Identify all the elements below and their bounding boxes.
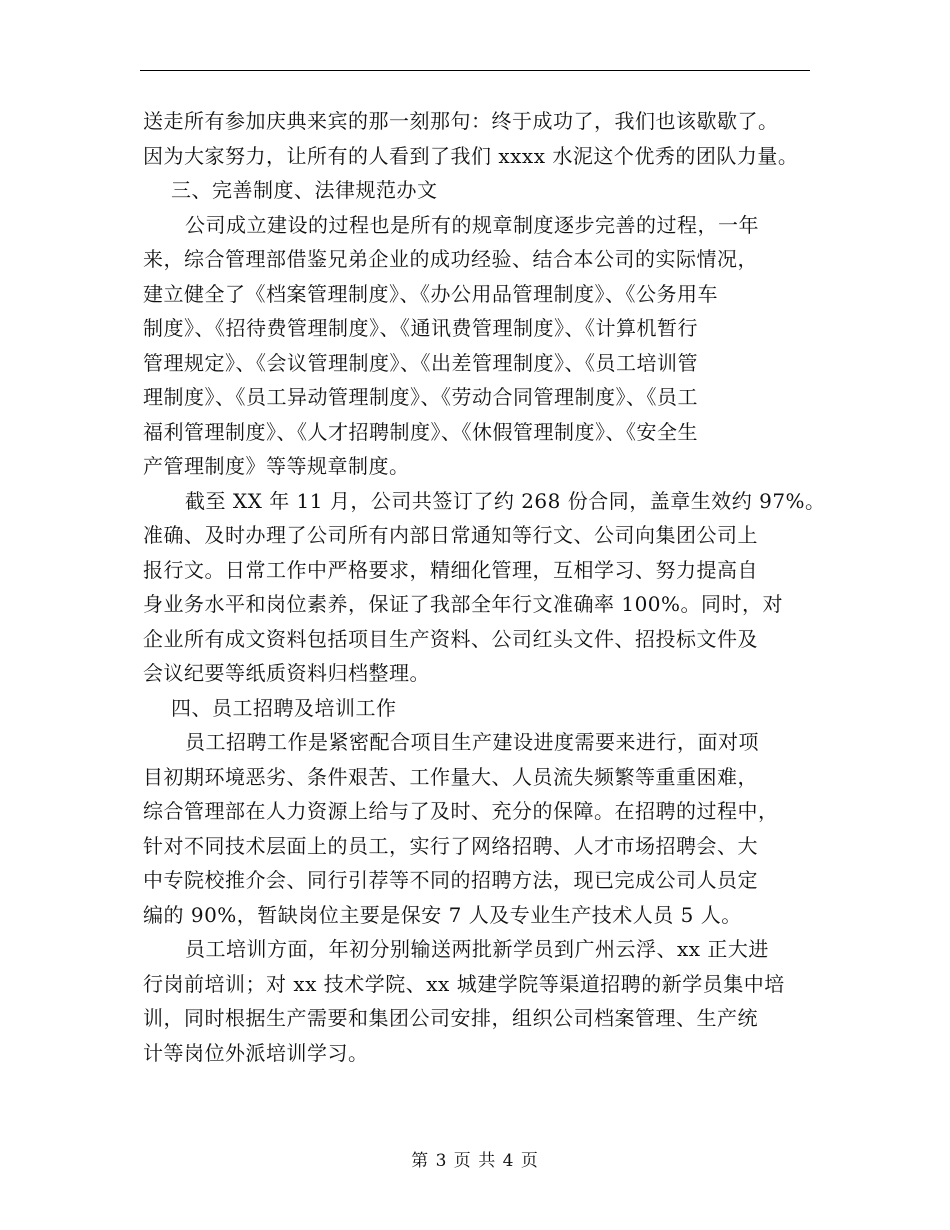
section-heading: 三、完善制度、法律规范办文 [171,178,438,202]
text-line: 计等岗位外派培训学习。 [143,1040,369,1065]
page-number: 第 3 页 共 4 页 [411,1151,539,1171]
text-line: 针对不同技术层面上的员工，实行了网络招聘、人才市场招聘会、大 [143,833,758,858]
text-line: 企业所有成文资料包括项目生产资料、公司红头文件、招投标文件及 [143,626,758,651]
paragraph-first-line: 公司成立建设的过程也是所有的规章制度逐步完善的过程，一年 [185,212,759,237]
text-line: 身业务水平和岗位素养，保证了我部全年行文准确率 100%。同时，对 [143,592,784,616]
text-line: 中专院校推介会、同行引荐等不同的招聘方法，现已完成公司人员定 [143,868,758,892]
text-line: 目初期环境恶劣、条件艰苦、工作量大、人员流失频繁等重重困难， [143,764,758,789]
text-line: 准确、及时办理了公司所有内部日常通知等行文、公司向集团公司上 [143,523,758,547]
header-rule [140,70,810,71]
text-line: 编的 90%，暂缺岗位主要是保安 7 人及专业生产技术人员 5 人。 [143,902,742,927]
section-heading: 四、员工招聘及培训工作 [171,695,397,720]
text-line: 训，同时根据生产需要和集团公司安排，组织公司档案管理、生产统 [143,1006,758,1030]
text-line: 行岗前培训；对 xx 技术学院、xx 城建学院等渠道招聘的新学员集中培 [143,971,785,996]
text-line: 福利管理制度》、《人才招聘制度》、《休假管理制度》、《安全生 [143,419,698,444]
text-line: 因为大家努力，让所有的人看到了我们 xxxx 水泥这个优秀的团队力量。 [143,143,799,168]
paragraph-first-line: 员工招聘工作是紧密配合项目生产建设进度需要来进行，面对项 [185,730,759,754]
text-line: 建立健全了《档案管理制度》、《办公用品管理制度》、《公务用车 [143,281,718,306]
text-line: 送走所有参加庆典来宾的那一刻那句：终于成功了，我们也该歇歇了。 [143,109,779,133]
text-line: 产管理制度》等等规章制度。 [143,454,410,478]
text-line: 制度》、《招待费管理制度》、《通讯费管理制度》、《计算机暂行 [143,316,698,340]
paragraph-first-line: 员工培训方面，年初分别输送两批新学员到广州云浮、xx 正大进 [185,937,769,961]
text-line: 管理规定》、《会议管理制度》、《出差管理制度》、《员工培训管 [143,350,698,375]
text-line: 综合管理部在人力资源上给与了及时、充分的保障。在招聘的过程中， [143,799,779,823]
text-line: 会议纪要等纸质资料归档整理。 [143,661,430,685]
text-line: 来，综合管理部借鉴兄弟企业的成功经验、结合本公司的实际情况， [143,247,758,271]
paragraph-first-line: 截至 XX 年 11 月，公司共签订了约 268 份合同，盖章生效约 97%。 [185,488,826,513]
document-body [143,104,826,1070]
text-line: 理制度》、《员工异动管理制度》、《劳动合同管理制度》、《员工 [143,385,698,409]
text-line: 报行文。日常工作中严格要求，精细化管理，互相学习、努力提高自 [143,557,758,582]
